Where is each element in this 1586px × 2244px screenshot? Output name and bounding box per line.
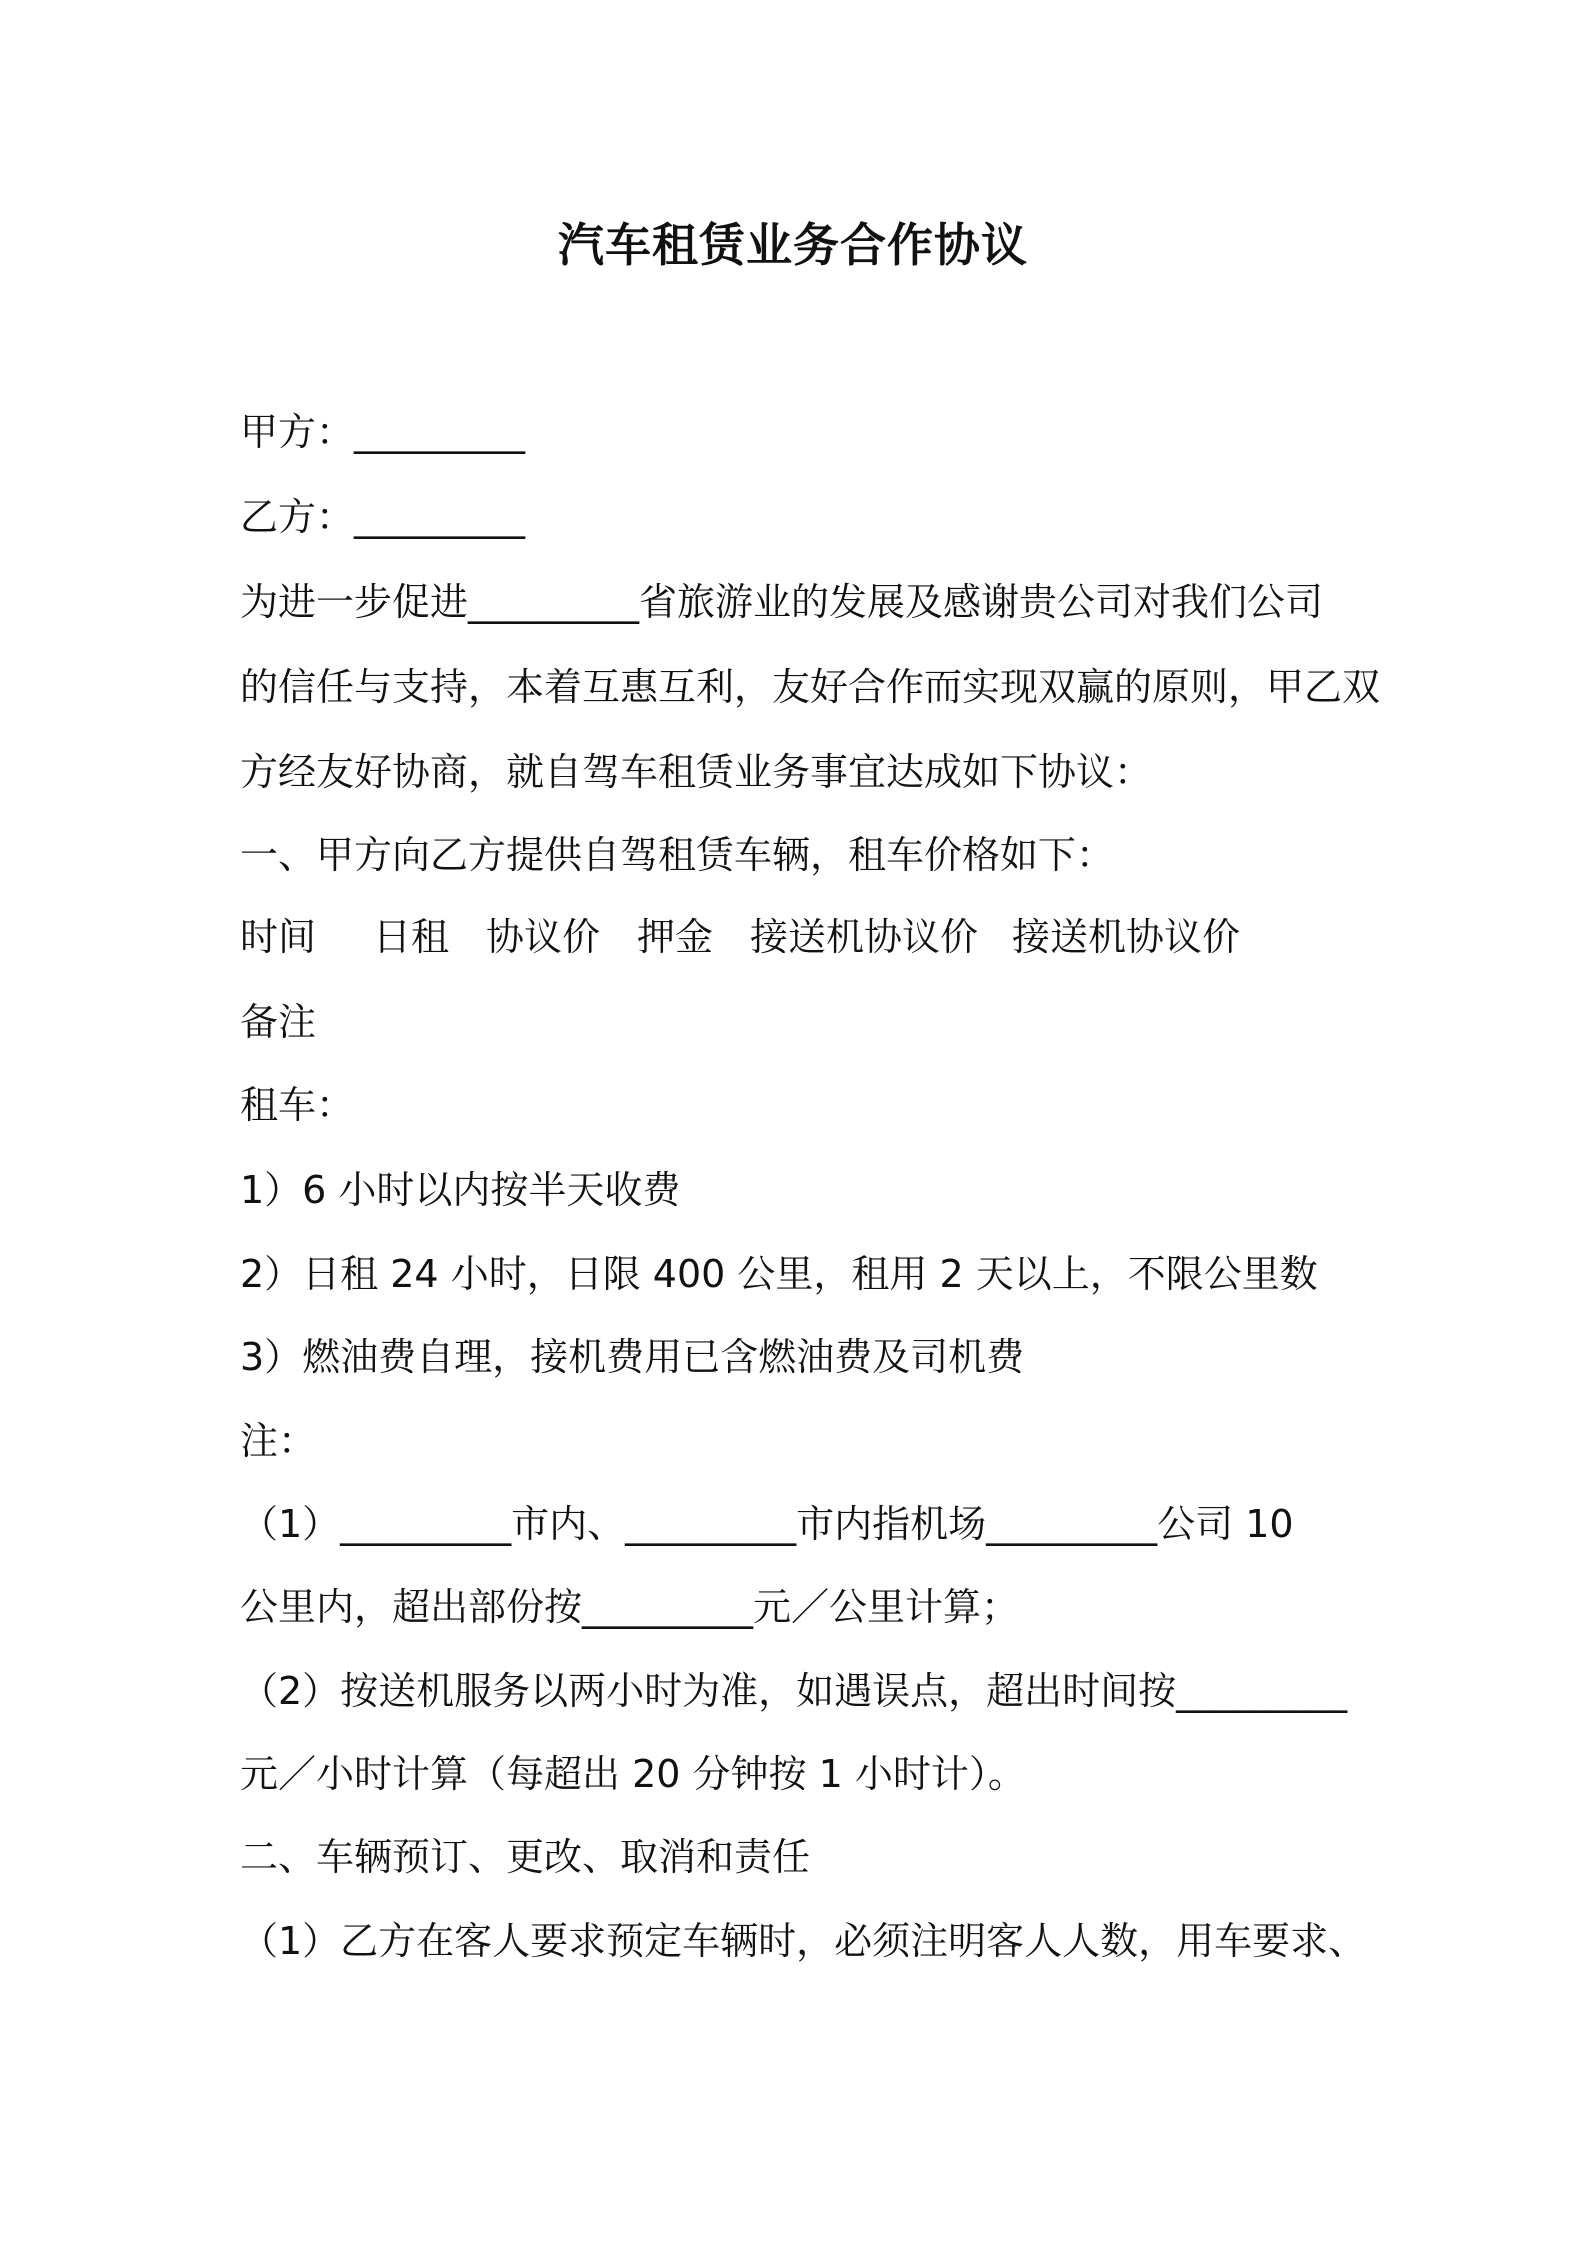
price-table-header-cell: 时间: [240, 915, 317, 959]
note-1-line-2: 公里内，超出部份按_________元／公里计算；: [240, 1585, 1020, 1629]
rental-label: 租车：: [240, 1083, 355, 1127]
section-2-heading: 二、车辆预订、更改、取消和责任: [240, 1835, 811, 1879]
section-2-item-1: （1）乙方在客人要求预定车辆时，必须注明客人人数，用车要求、: [240, 1919, 1367, 1963]
price-table-header-cell: 接送机协议价: [1012, 915, 1241, 959]
price-table-note-label: 备注: [240, 1000, 317, 1044]
document-title: 汽车租赁业务合作协议: [558, 218, 1028, 272]
party-b-line: 乙方：_________: [240, 495, 526, 539]
price-table-header-cell: 押金: [637, 915, 714, 959]
price-table-header-cell: 日租: [373, 915, 450, 959]
price-table-header-row: [240, 910, 1340, 964]
intro-paragraph-line-2: 的信任与支持，本着互惠互利，友好合作而实现双赢的原则，甲乙双: [240, 665, 1381, 709]
section-1-heading: 一、甲方向乙方提供自驾租赁车辆，租车价格如下：: [240, 833, 1115, 877]
price-table-header-cell: 接送机协议价: [750, 915, 979, 959]
note-1-line-1: （1）_________市内、_________市内指机场_________公司 10: [240, 1502, 1294, 1546]
rental-item: 1）6 小时以内按半天收费: [240, 1168, 681, 1212]
intro-paragraph-line-3: 方经友好协商，就自驾车租赁业务事宜达成如下协议：: [240, 750, 1153, 794]
intro-paragraph-line-1: 为进一步促进_________省旅游业的发展及感谢贵公司对我们公司: [240, 580, 1324, 624]
note-2-line-1: （2）按送机服务以两小时为准，如遇误点，超出时间按_________: [240, 1669, 1348, 1713]
party-a-line: 甲方：_________: [240, 410, 526, 454]
price-table-header-cell: 协议价: [486, 915, 601, 959]
rental-item: 3）燃油费自理，接机费用已含燃油费及司机费: [240, 1335, 1025, 1379]
rental-item: 2）日租 24 小时，日限 400 公里，租用 2 天以上，不限公里数: [240, 1252, 1318, 1296]
note-label: 注：: [240, 1419, 317, 1463]
note-2-line-2: 元／小时计算（每超出 20 分钟按 1 小时计）。: [240, 1752, 1026, 1796]
